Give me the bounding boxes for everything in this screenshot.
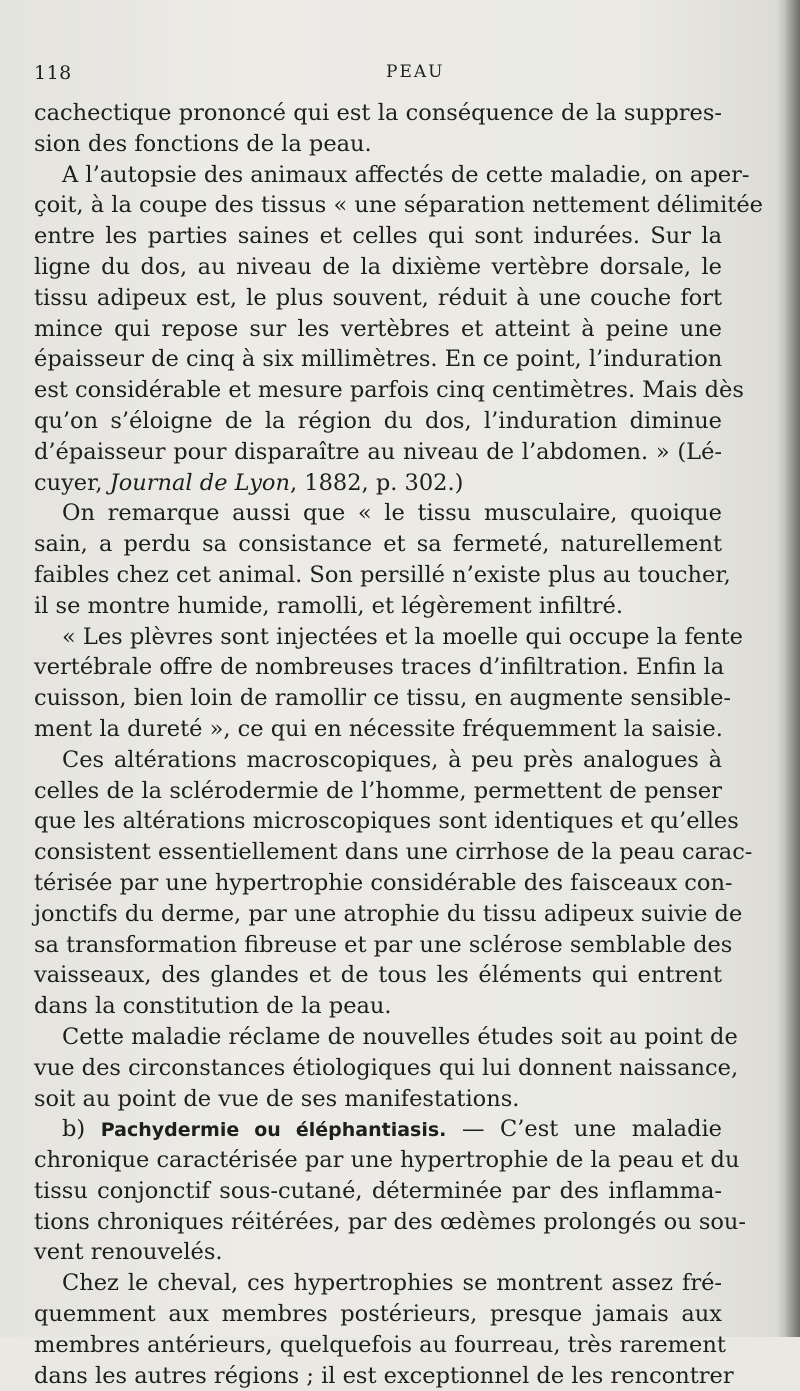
text-line: Cette maladie réclame de nouvelles études soit au point de <box>62 1023 738 1050</box>
text-line: tions chroniques réitérées, par des œdèmes prolongés ou sou- <box>34 1208 747 1235</box>
text-line: dans la constitution de la peau. <box>34 993 392 1020</box>
citation-prefix: cuyer, <box>34 469 110 496</box>
text-line: sion des fonctions de la peau. <box>34 130 372 157</box>
text-line: consistent essentiellement dans une cirrhose de la peau carac- <box>34 839 753 866</box>
text-line: vue des circonstances étiologiques qui lui donnent naissance, <box>34 1054 739 1081</box>
text-line: cachectique prononcé qui est la conséquence de la suppres- <box>34 100 722 126</box>
running-head: PEAU <box>386 62 445 82</box>
text-line: cuisson, bien loin de ramollir ce tissu, en augmente sensible- <box>34 685 732 712</box>
text-line: ligne du dos, au niveau de la dixième vertèbre dorsale, le <box>34 253 722 280</box>
text-line: épaisseur de cinq à six millimètres. En ce point, l’induration <box>34 346 723 373</box>
text-line: A l’autopsie des animaux affectés de cette maladie, on aper- <box>62 161 750 188</box>
text-line: mince qui repose sur les vertèbres et atteint à peine une <box>34 315 722 342</box>
text-line: çoit, à la coupe des tissus « une séparation nettement délimitée <box>34 192 763 219</box>
page-gutter-shadow <box>786 0 800 1337</box>
section-heading-line <box>34 1114 722 1145</box>
page-number: 118 <box>34 62 72 84</box>
text-line: tissu conjonctif sous-cutané, déterminée par des inflamma- <box>34 1177 722 1204</box>
text-line: tissu adipeux est, le plus souvent, réduit à une couche fort <box>34 284 722 311</box>
text-line-citation <box>34 468 722 499</box>
text-line: vertébrale offre de nombreuses traces d’infiltration. Enfin la <box>34 654 725 681</box>
section-heading: Pachydermie ou éléphantiasis. <box>100 1119 447 1142</box>
text-line: d’épaisseur pour disparaître au niveau de l’abdomen. » (Lé- <box>34 438 722 465</box>
section-label: b) <box>62 1116 101 1143</box>
text-line: térisée par une hypertrophie considérable des faisceaux con- <box>34 869 733 896</box>
text-line: vent renouvelés. <box>34 1239 223 1266</box>
citation-suffix: , 1882, p. 302.) <box>289 469 464 496</box>
text-line: il se montre humide, ramolli, et légèrement infiltré. <box>34 592 623 619</box>
text-line: soit au point de vue de ses manifestations. <box>34 1085 520 1112</box>
text-line: est considérable et mesure parfois cinq centimètres. Mais dès <box>34 377 744 404</box>
text-line: chronique caractérisée par une hypertrophie de la peau et du <box>34 1147 740 1174</box>
text-line: qu’on s’éloigne de la région du dos, l’induration diminue <box>34 407 722 434</box>
text-line: jonctifs du derme, par une atrophie du tissu adipeux suivie de <box>34 900 743 927</box>
text-line: dans les autres régions ; il est exceptionnel de les rencontrer <box>34 1362 734 1389</box>
section-heading-continuation: — C’est une maladie <box>446 1116 722 1143</box>
text-line: Chez le cheval, ces hypertrophies se montrent assez fré- <box>62 1270 722 1297</box>
page-header <box>34 62 719 88</box>
text-line: Ces altérations macroscopiques, à peu près analogues à <box>62 746 722 773</box>
journal-title: Journal de Lyon <box>109 469 290 496</box>
text-line: quemment aux membres postérieurs, presque jamais aux <box>34 1301 722 1328</box>
text-line: faibles chez cet animal. Son persillé n’existe plus au toucher, <box>34 561 731 588</box>
text-line: vaisseaux, des glandes et de tous les éléments qui entrent <box>34 962 722 989</box>
text-line: « Les plèvres sont injectées et la moelle qui occupe la fente <box>62 623 743 650</box>
text-line: sain, a perdu sa consistance et sa fermeté, naturellement <box>34 531 722 558</box>
body-text <box>34 98 763 1391</box>
text-line: ment la dureté », ce qui en nécessite fréquemment la saisie. <box>34 715 723 742</box>
text-line: entre les parties saines et celles qui sont indurées. Sur la <box>34 223 722 250</box>
text-line: celles de la sclérodermie de l’homme, permettent de penser <box>34 777 722 804</box>
text-line: membres antérieurs, quelquefois au fourreau, très rarement <box>34 1331 726 1358</box>
text-line: On remarque aussi que « le tissu musculaire, quoique <box>62 500 722 527</box>
text-line: sa transformation fibreuse et par une sclérose semblable des <box>34 931 733 958</box>
text-line: que les altérations microscopiques sont identiques et qu’elles <box>34 808 739 835</box>
